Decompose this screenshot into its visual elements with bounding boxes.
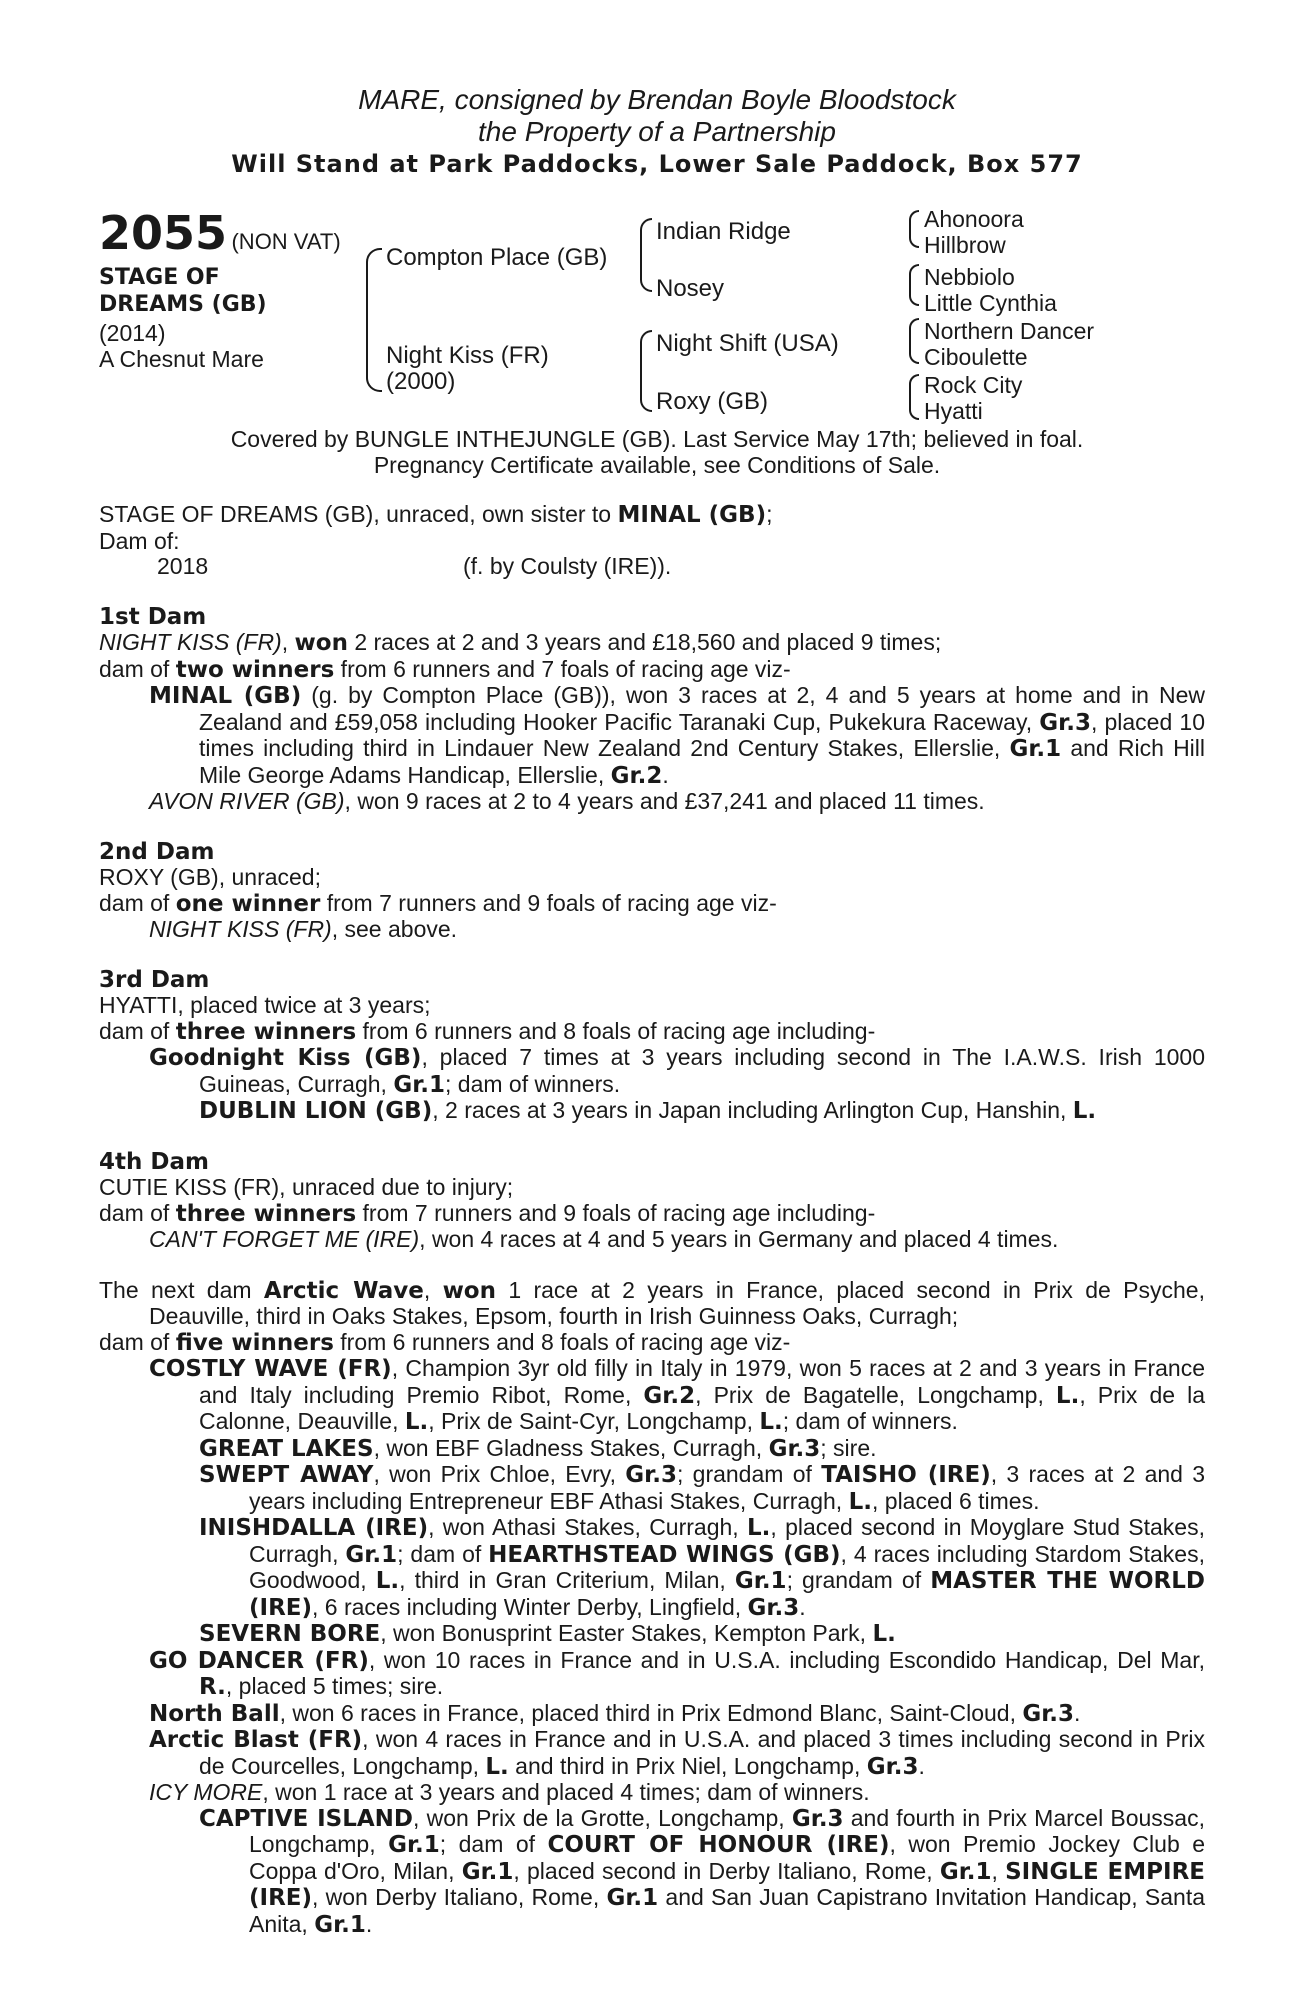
pedigree-sire: Compton Place (GB) xyxy=(386,244,608,271)
bold-text: Gr.3 xyxy=(625,1462,677,1488)
text-run: ; grandam of xyxy=(786,1567,931,1593)
text-run: (g. by Compton Place (GB)), won 3 races at 2, 4 and 5 years at home and in New Zealand and £59,058 including Hooker Pacific Taranaki Cup, Pukekura Raceway, xyxy=(199,682,1206,735)
text-run: . xyxy=(918,1752,925,1779)
bold-text: Gr.3 xyxy=(791,1805,844,1832)
bold-text: L. xyxy=(375,1568,400,1594)
pedigree-dam-year: (2000) xyxy=(386,368,456,395)
entry-costly-wave xyxy=(99,1356,1205,1436)
bold-text: L. xyxy=(1072,1098,1097,1124)
section-gap xyxy=(99,1253,1205,1278)
text-run: . xyxy=(365,1910,373,1937)
bold-text: Gr.1 xyxy=(1009,736,1062,762)
bold-text: Arctic Blast (FR) xyxy=(149,1727,363,1753)
fourth-dam-record: CUTIE KISS (FR), unraced due to injury; xyxy=(99,1174,514,1200)
lot-name-line2: DREAMS (GB) xyxy=(99,292,267,317)
bold-text: Gr.1 xyxy=(388,1832,440,1858)
entry-go-dancer xyxy=(99,1648,1205,1701)
text-run: and third in Prix Niel, Longchamp, xyxy=(508,1752,867,1779)
bold-text: one winner xyxy=(175,890,321,917)
text-run: , placed second in Derby Italiano, Rome, xyxy=(513,1857,940,1884)
bold-text: Gr.1 xyxy=(461,1858,514,1885)
text-run: 1 race at 2 years in France, placed second in Prix de Psyche, Deauville, third in Oaks Stakes, Epsom, fourth in Irish Guinness Oaks, Curragh; xyxy=(149,1276,1205,1329)
bold-text: Gr.1 xyxy=(939,1858,992,1885)
text-run: , won 9 races at 2 to 4 years and £37,241 and placed 11 times. xyxy=(344,788,985,814)
text-run: , won Bonusprint Easter Stakes, Kempton Park, xyxy=(380,1620,873,1646)
pedigree-gg-8: Hyatti xyxy=(924,398,983,424)
text-run: , placed 10 times including third in Lindauer New Zealand 2nd Century Stakes, Ellerslie, xyxy=(199,708,1205,761)
dam-brace xyxy=(366,318,382,392)
second-dam-entry xyxy=(99,917,1205,943)
text-run: , won EBF Gladness Stakes, Curragh, xyxy=(373,1434,769,1461)
lot-description: A Chesnut Mare xyxy=(99,346,264,372)
bold-text: Goodnight Kiss (GB) xyxy=(149,1045,422,1071)
text-run: , placed second in Moyglare Stud Stakes, Curragh, xyxy=(249,1514,1205,1567)
text-run: , won Prix de la Grotte, Longchamp, xyxy=(413,1804,792,1831)
dam-of-label: Dam of: xyxy=(99,527,180,554)
text-run: , placed 7 times at 3 years including second in The I.A.W.S. Irish 1000 Guineas, Curragh, xyxy=(199,1044,1205,1097)
third-dam-entry-dublin xyxy=(99,1098,1205,1125)
bold-text: L. xyxy=(848,1488,872,1515)
gg-brace-2b xyxy=(909,284,919,306)
first-dam-heading: 1st Dam xyxy=(99,603,207,630)
third-dam-heading: 3rd Dam xyxy=(99,966,210,993)
bold-text: Gr.3 xyxy=(866,1753,919,1780)
text-run: and San Juan Capistrano Invitation Handicap, Santa Anita, xyxy=(249,1884,1206,1937)
text-run: , won Premio Jockey Club e Coppa d'Oro, Milan, xyxy=(249,1831,1205,1884)
bold-text: Gr.2 xyxy=(643,1382,696,1409)
text-run: , won Athasi Stakes, Curragh, xyxy=(428,1514,747,1540)
bold-text: GREAT LAKES xyxy=(199,1435,374,1462)
bold-text: CAPTIVE ISLAND xyxy=(199,1805,414,1832)
gg-brace-1a xyxy=(909,210,919,230)
pedigree-gg-1: Ahonoora xyxy=(924,206,1024,232)
pedigree-dam-sire: Night Shift (USA) xyxy=(656,330,839,357)
bold-text: MINAL (GB) xyxy=(149,683,302,709)
text-run: , xyxy=(423,1276,443,1303)
text-run: , won 4 races at 4 and 5 years in Germany and placed 4 times. xyxy=(419,1226,1059,1252)
pedigree-gg-2: Hillbrow xyxy=(924,232,1006,258)
italic-text: AVON RIVER (GB) xyxy=(149,788,345,814)
first-dam-produce xyxy=(99,657,1205,684)
lot-name-line1: STAGE OF xyxy=(99,265,220,290)
text-run: . xyxy=(662,761,669,788)
entry-inishdalla xyxy=(99,1515,1205,1621)
text-run: from 6 runners and 7 foals of racing age viz- xyxy=(334,655,791,682)
text-run: dam of xyxy=(99,889,176,916)
lot-number: 2055 xyxy=(99,206,228,260)
pedigree-dam-dam: Roxy (GB) xyxy=(656,388,769,415)
entry-north-ball xyxy=(99,1701,1205,1728)
catalogue-body xyxy=(99,502,1205,1938)
dam-line-brace-top xyxy=(640,330,652,372)
text-run: 2 races at 2 and 3 years and £18,560 and placed 9 times; xyxy=(347,629,942,655)
first-dam-entry-avon xyxy=(99,789,1205,815)
gg-brace-4a xyxy=(909,374,919,398)
italic-text: CAN'T FORGET ME (IRE) xyxy=(149,1226,420,1252)
third-dam-entry-goodnight xyxy=(99,1045,1205,1098)
bold-text: Gr.1 xyxy=(606,1885,659,1911)
third-dam-produce xyxy=(99,1019,1205,1046)
bold-text: INISHDALLA (IRE) xyxy=(199,1515,429,1541)
gg-brace-1b xyxy=(909,228,919,248)
text-run: ; dam of winners. xyxy=(445,1070,621,1097)
text-run: dam of xyxy=(99,1328,176,1355)
first-dam-record: NIGHT KISS (FR), won 2 races at 2 and 3 years and £18,560 and placed 9 times; xyxy=(99,629,942,656)
text-run: dam of xyxy=(99,1017,176,1044)
gg-brace-2a xyxy=(909,264,919,286)
entry-captive-island xyxy=(99,1806,1205,1939)
entry-swept-away xyxy=(99,1462,1205,1515)
text-run: , Prix de Bagatelle, Longchamp, xyxy=(695,1381,1056,1408)
pedigree-gg-6: Ciboulette xyxy=(924,344,1028,370)
text-run: from 7 runners and 9 foals of racing age viz- xyxy=(320,889,777,916)
bold-text: L. xyxy=(485,1753,509,1780)
bold-text: Gr.3 xyxy=(1039,709,1091,736)
bold-text: two winners xyxy=(175,656,335,683)
text-run: . xyxy=(1074,1699,1081,1726)
text-run: , Prix de Saint-Cyr, Longchamp, xyxy=(428,1408,760,1434)
bold-text: Gr.3 xyxy=(768,1435,821,1462)
entry-great-lakes xyxy=(99,1436,1205,1463)
produce-desc: (f. by Coulsty (IRE)). xyxy=(463,553,672,579)
bold-text: L. xyxy=(746,1515,771,1541)
bold-text: MASTER THE WORLD (IRE) xyxy=(249,1568,1205,1621)
bold-text: L. xyxy=(404,1409,429,1435)
gg-brace-3a xyxy=(909,318,919,342)
sire-line-brace-top xyxy=(640,218,652,256)
text-run: ; dam of xyxy=(439,1831,548,1857)
text-run: , Champion 3yr old filly in Italy in 1979, won 5 races at 2 and 3 years in France and Italy including Premio Ribot, Rome, xyxy=(199,1355,1206,1408)
gg-brace-4b xyxy=(909,396,919,420)
text-run: , Prix de la Calonne, Deauville, xyxy=(199,1381,1206,1434)
text-run: , won Derby Italiano, Rome, xyxy=(312,1884,607,1910)
bold-text: GO DANCER (FR) xyxy=(149,1647,369,1674)
bold-text: won xyxy=(294,630,348,656)
text-run: , won Prix Chloe, Evry, xyxy=(373,1461,626,1487)
pedigree-gg-7: Rock City xyxy=(924,372,1023,398)
sire-brace xyxy=(366,248,382,320)
second-dam-heading: 2nd Dam xyxy=(99,838,215,865)
bold-text: SWEPT AWAY xyxy=(199,1462,374,1488)
text-run: , 6 races including Winter Derby, Lingfield, xyxy=(312,1593,748,1620)
bold-text: North Ball xyxy=(149,1700,280,1727)
text-run: ; sire. xyxy=(820,1434,877,1461)
vat-status: (NON VAT) xyxy=(231,229,341,254)
text-run: from 6 runners and 8 foals of racing age including- xyxy=(356,1017,876,1044)
bold-text: MINAL (GB) xyxy=(617,502,767,528)
text-run: , xyxy=(991,1857,1006,1884)
bold-text: Gr.1 xyxy=(734,1568,787,1594)
bold-text: won xyxy=(442,1277,496,1304)
text-run: dam of xyxy=(99,1199,176,1226)
bold-text: TAISHO (IRE) xyxy=(821,1462,991,1488)
bold-text: three winners xyxy=(175,1018,357,1045)
next-dam-produce xyxy=(99,1330,1205,1357)
text-run: The next dam xyxy=(99,1276,264,1303)
text-run: and fourth in Prix Marcel Boussac, Longchamp, xyxy=(249,1804,1205,1857)
produce-record xyxy=(99,554,1205,580)
bold-text: HEARTHSTEAD WINGS (GB) xyxy=(488,1541,841,1568)
bold-text: COSTLY WAVE (FR) xyxy=(149,1356,392,1382)
text-run: . xyxy=(799,1593,806,1620)
text-run: ; dam of winners. xyxy=(782,1408,958,1434)
text-run: , won 1 race at 3 years and placed 4 times; dam of winners. xyxy=(262,1779,870,1805)
bold-text: Gr.2 xyxy=(610,762,663,789)
text-run: STAGE OF DREAMS (GB), unraced, own sister to xyxy=(99,501,618,527)
text-run: and Rich Hill Mile George Adams Handicap, Ellerslie, xyxy=(199,735,1206,788)
bold-text: Gr.1 xyxy=(393,1071,446,1098)
text-run: , 3 races at 2 and 3 years including Entrepreneur EBF Athasi Stakes, Curragh, xyxy=(249,1461,1206,1514)
pedigree-sire-dam: Nosey xyxy=(656,275,725,302)
text-run: ; grandam of xyxy=(676,1461,822,1487)
text-run: , placed 6 times. xyxy=(872,1487,1040,1514)
fourth-dam-heading: 4th Dam xyxy=(99,1148,209,1175)
lot-number-line xyxy=(99,208,341,258)
property-line: the Property of a Partnership xyxy=(478,116,836,147)
text-run: , won 6 races in France, placed third in Prix Edmond Blanc, Saint-Cloud, xyxy=(279,1699,1023,1726)
text-run: , third in Gran Criterium, Milan, xyxy=(399,1567,735,1593)
fourth-dam-entry xyxy=(99,1227,1205,1253)
text-run: dam of xyxy=(99,655,176,682)
text-run: from 7 runners and 9 foals of racing age including- xyxy=(356,1199,876,1226)
text-run: , 4 races including Stardom Stakes, Goodwood, xyxy=(249,1540,1205,1593)
entry-arctic-blast xyxy=(99,1727,1205,1780)
gg-brace-3b xyxy=(909,340,919,364)
bold-text: Gr.3 xyxy=(747,1594,800,1621)
dam-line-brace-bottom xyxy=(640,370,652,412)
bold-text: L. xyxy=(759,1409,783,1435)
pedigree-dam: Night Kiss (FR) xyxy=(386,342,549,369)
text-run: , placed 5 times; sire. xyxy=(225,1673,444,1699)
bold-text: Gr.3 xyxy=(1022,1700,1075,1727)
entry-severn-bore xyxy=(99,1621,1205,1648)
bold-text: Gr.1 xyxy=(314,1911,366,1938)
text-run: , won 10 races in France and in U.S.A. including Escondido Handicap, Del Mar, xyxy=(368,1646,1205,1673)
pedigree-gg-3: Nebbiolo xyxy=(924,264,1015,290)
bold-text: five winners xyxy=(175,1329,334,1356)
fourth-dam-produce xyxy=(99,1201,1205,1228)
sire-line-brace-bottom xyxy=(640,254,652,292)
third-dam-record: HYATTI, placed twice at 3 years; xyxy=(99,992,431,1018)
produce-year: 2018 xyxy=(157,553,209,579)
second-dam-record: ROXY (GB), unraced; xyxy=(99,864,321,890)
bold-text: Gr.1 xyxy=(345,1541,398,1568)
bold-text: Arctic Wave xyxy=(263,1277,424,1304)
cover-info: Covered by BUNGLE INTHEJUNGLE (GB). Last Service May 17th; believed in foal. xyxy=(230,426,1084,452)
text-run: , won 4 races in France and in U.S.A. and placed 3 times including second in Prix de Courcelles, Longchamp, xyxy=(199,1726,1205,1779)
pregnancy-info: Pregnancy Certificate available, see Conditions of Sale. xyxy=(373,452,941,478)
text-run: from 6 runners and 8 foals of racing age viz- xyxy=(333,1328,791,1355)
first-dam-entry-minal xyxy=(99,683,1205,789)
entry-icy-more xyxy=(99,1780,1205,1806)
italic-text: ICY MORE xyxy=(149,1779,263,1805)
bold-text: COURT OF HONOUR (IRE) xyxy=(547,1832,890,1858)
pedigree-gg-5: Northern Dancer xyxy=(924,318,1095,344)
next-dam-record xyxy=(99,1278,1205,1330)
text-run: ; dam of xyxy=(397,1540,489,1567)
bold-text: three winners xyxy=(175,1200,357,1227)
bold-text: SINGLE EMPIRE (IRE) xyxy=(249,1858,1205,1911)
consignor-line: MARE, consigned by Brendan Boyle Bloodstock xyxy=(358,84,956,115)
pedigree-gg-4: Little Cynthia xyxy=(924,290,1057,316)
second-dam-produce xyxy=(99,891,1205,918)
stable-location: Will Stand at Park Paddocks, Lower Sale Paddock, Box 577 xyxy=(231,150,1083,178)
bold-text: SEVERN BORE xyxy=(199,1621,381,1647)
lot-year: (2014) xyxy=(99,320,166,346)
italic-text: NIGHT KISS (FR) xyxy=(99,629,282,655)
bold-text: L. xyxy=(1055,1382,1080,1409)
intro-line xyxy=(99,502,1205,529)
bold-text: L. xyxy=(872,1621,896,1647)
text-run: , see above. xyxy=(331,916,458,942)
text-run: , 2 races at 3 years in Japan including Arlington Cup, Hanshin, xyxy=(432,1097,1073,1123)
text-run: ; xyxy=(766,501,773,527)
bold-text: R. xyxy=(199,1674,226,1700)
italic-text: NIGHT KISS (FR) xyxy=(149,916,332,942)
pedigree-sire-sire: Indian Ridge xyxy=(656,218,791,245)
bold-text: DUBLIN LION (GB) xyxy=(199,1098,433,1124)
